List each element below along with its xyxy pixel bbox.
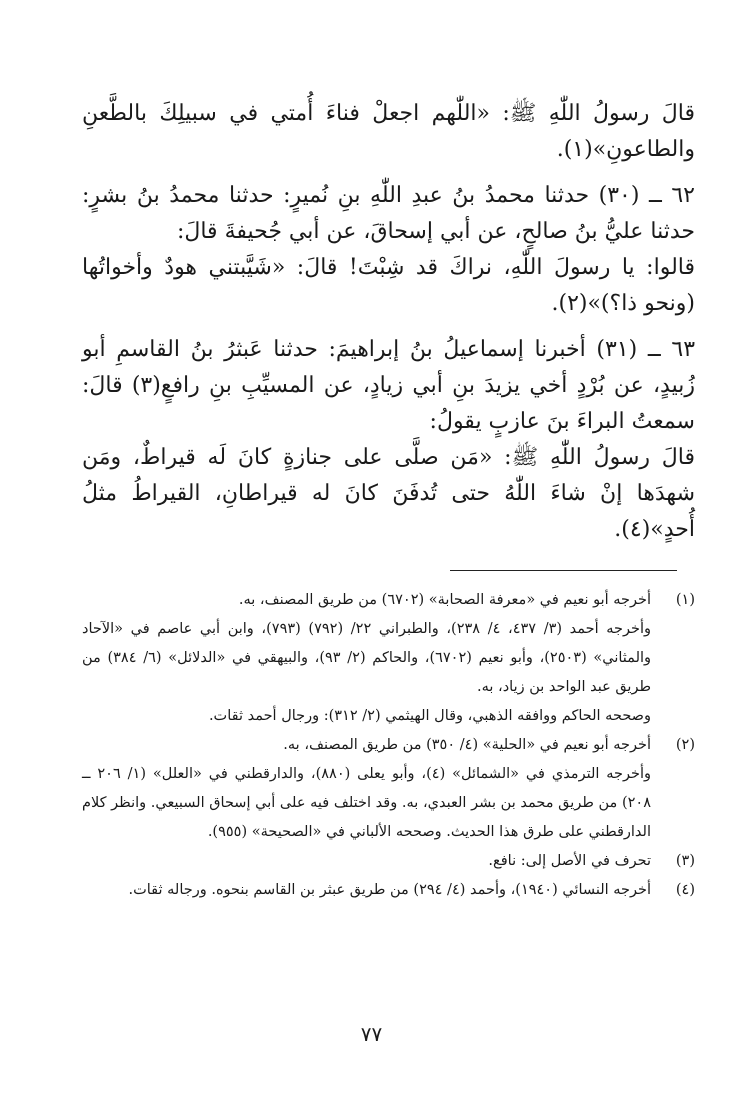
footnote-line: تحرف في الأصل إلى: نافع. [488,853,651,869]
footnote-number: (٤) [675,882,695,898]
footnote-line: وأخرجه الترمذي في «الشمائل» (٤)، وأبو يعلى (٨٨٠)، والدارقطني في «العلل» (١/ ٢٠٦ ــ ٢٠٨) من طريق محمد بن بشر العبدي، به. وقد اختلف فيه على أبي إسحاق السبيعي. وانظر كلام الدارقطني على طرق هذا الحديث. وصححه الألباني في «الصحيحة» (٩٥٥). [82,766,652,840]
footnote-4 [82,876,695,905]
footnote-line: أخرجه النسائي (١٩٤٠)، وأحمد (٤/ ٢٩٤) من طريق عبثر بن القاسم بنحوه. ورجاله ثقات. [128,882,651,898]
main-text [82,96,695,548]
footnote-3 [82,847,695,876]
footnotes [82,586,695,905]
paragraph-hadith-62-matn: قالوا: يا رسولَ اللّٰهِ، نراكَ قد شِبْتَ! قالَ: «شَيَّبتني هودٌ وأخواتُها (ونحو ذا؟)»(٢). [82,255,695,316]
page-number: ٧٧ [360,1022,383,1046]
paragraph-hadith-63-isnad: ٦٣ ــ (٣١) أخبرنا إسماعيلُ بنُ إبراهيمَ: حدثنا عَبثرُ بنُ القاسمِ أبو زُبيدٍ، عن بُرْدٍ أخي يزيدَ بنِ أبي زيادٍ، عن المسيِّبِ بنِ رافعٍ(٣) قالَ: سمعتُ البراءَ بنَ عازبٍ يقولُ: [82,337,696,434]
paragraph-hadith-62-isnad: ٦٢ ــ (٣٠) حدثنا محمدُ بنُ عبدِ اللّٰهِ بنِ نُميرٍ: حدثنا محمدُ بنُ بشرٍ: حدثنا عليُّ بنُ صالحٍ، عن أبي إسحاقَ، عن أبي جُحيفةَ قالَ: [82,183,695,244]
footnote-line: أخرجه أبو نعيم في «معرفة الصحابة» (٦٧٠٢) من طريق المصنف، به. [238,592,651,608]
footnote-1 [82,586,695,731]
footnote-number: (٢) [675,737,695,753]
paragraph-hadith-61-ending: قالَ رسولُ اللّٰهِ ﷺ: «اللّٰهم اجعلْ فناءَ أُمتي في سبيلِكَ بالطَّعنِ والطاعونِ»(١). [82,101,695,162]
footnote-number: (١) [675,592,695,608]
footnote-line: وأخرجه أحمد (٣/ ٤٣٧، ٤/ ٢٣٨)، والطبراني ٢٢/ (٧٩٢) (٧٩٣)، وابن أبي عاصم في «الآحاد والمثاني» (٢٥٠٣)، وأبو نعيم (٦٧٠٢)، والحاكم (٢/ ٩٣)، والبيهقي في «الدلائل» (٦/ ٣٨٤) من طريق عبد الواحد بن زياد، به. [82,621,652,695]
footnote-divider [450,570,677,571]
footnote-number: (٣) [675,853,695,869]
paragraph-hadith-63-matn: قالَ رسولُ اللّٰهِ ﷺ: «مَن صلَّى على جنازةٍ كانَ لَه قيراطٌ، ومَن شهدَها إنْ شاءَ اللّٰهُ حتى تُدفَنَ كانَ له قيراطانِ، القيراطُ مثلُ أُحدٍ»(٤). [82,445,695,542]
footnote-line: أخرجه أبو نعيم في «الحلية» (٤/ ٣٥٠) من طريق المصنف، به. [283,737,651,753]
footnote-line: وصححه الحاكم ووافقه الذهبي، وقال الهيثمي (٢/ ٣١٢): ورجال أحمد ثقات. [208,708,651,724]
footnote-2 [82,731,695,847]
